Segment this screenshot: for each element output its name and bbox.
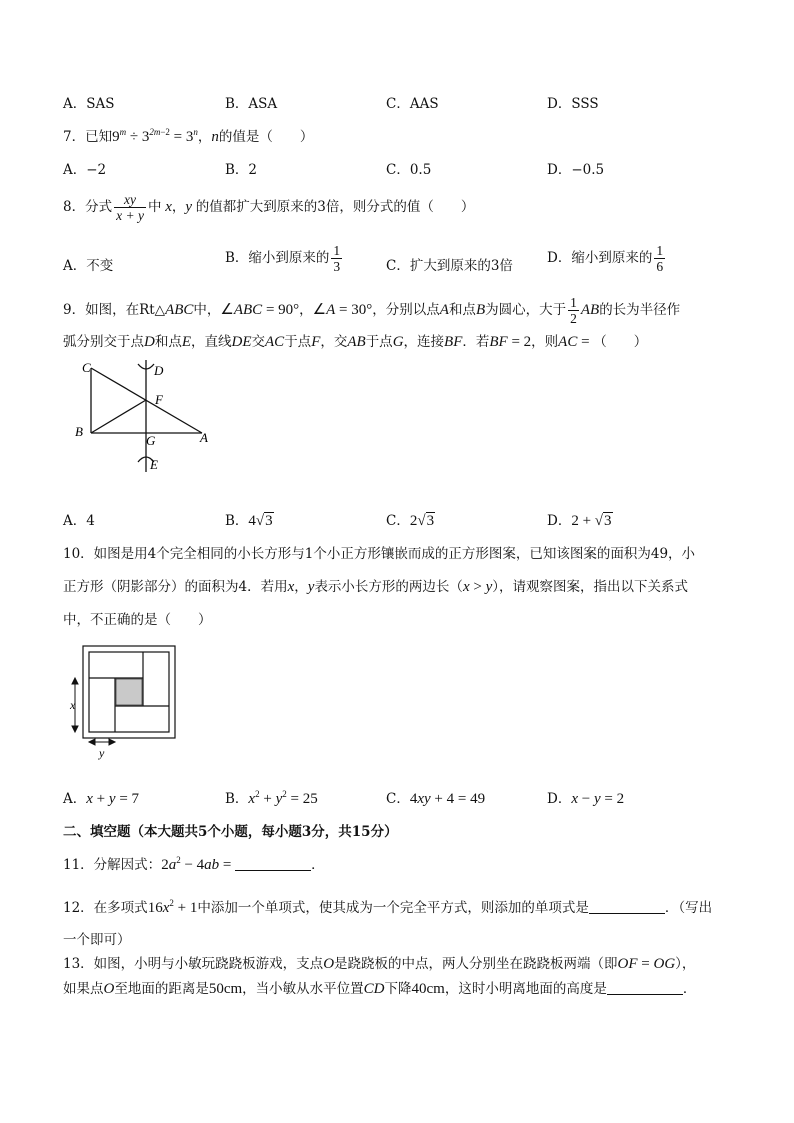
q12-answer-blank[interactable] xyxy=(589,899,665,914)
q9-option-c: C．2√3 xyxy=(386,513,435,529)
q8-option-c: C．扩大到原来的3倍 xyxy=(386,258,513,274)
label-c: C xyxy=(82,360,91,375)
q7-option-d: D．−0.5 xyxy=(547,162,605,178)
q7-option-c: C．0.5 xyxy=(386,162,432,178)
x-arrow-top xyxy=(72,678,78,684)
label-d: D xyxy=(154,363,164,378)
q9-option-b: B．4√3 xyxy=(225,513,273,529)
y-arrow-right xyxy=(109,739,115,745)
q12-line1: 12．在多项式$16x^2 + 1$中添加一个单项式，使其成为一个完全平方式，则添加的单项式是 ．（写出 xyxy=(63,898,713,916)
label-x: x xyxy=(70,698,76,712)
q13-answer-blank[interactable] xyxy=(607,980,683,995)
q10-figure xyxy=(66,643,182,761)
x-arrow-bottom xyxy=(72,726,78,732)
shaded-small-square xyxy=(116,679,142,705)
q10-line1: 10．如图是用4个完全相同的小长方形与1个小正方形镶嵌而成的正方形图案，已知该图案的面积为49，小 xyxy=(63,546,696,562)
q10-option-d: D．x − y = 2 xyxy=(547,791,625,807)
q10-line3: 中，不正确的是（ ） xyxy=(63,612,212,628)
section-2-title: 二、填空题（本大题共5个小题，每小题3分，共15分） xyxy=(63,824,398,840)
q9-option-d: D．2 + √3 xyxy=(547,513,612,529)
q11-stem: 11．分解因式：$2a^2 - 4ab$ = ． xyxy=(63,855,325,873)
q6-option-c: C．AAS xyxy=(386,96,439,112)
q9-option-a: A．4 xyxy=(63,513,95,529)
q6-option-a: A．SAS xyxy=(63,96,115,112)
q9-figure xyxy=(70,358,220,478)
q12-line2: 一个即可） xyxy=(63,932,131,948)
q10-option-a: A．x + y = 7 xyxy=(63,791,140,807)
q8-option-b: B．缩小到原来的 $\frac{1}{3}$ xyxy=(225,243,341,274)
q8-option-d: D．缩小到原来的 $\frac{1}{6}$ xyxy=(547,243,664,274)
q13-line2: 如果点O至地面的距离是50cm，当小敏从水平位置CD下降40cm，这时小明离地面的高度是 ． xyxy=(63,981,697,997)
label-f: F xyxy=(155,392,163,407)
q8-option-a: A．不变 xyxy=(63,258,114,274)
q11-answer-blank[interactable] xyxy=(235,856,311,871)
q10-line2: 正方形（阴影部分）的面积为4．若用x，y表示小长方形的两边长（x > y），请观察图案，指出以下关系式 xyxy=(63,579,688,595)
label-y: y xyxy=(99,746,105,760)
label-a: A xyxy=(200,430,208,445)
q13-line1: 13．如图，小明与小敏玩跷跷板游戏，支点O是跷跷板的中点，两人分别坐在跷跷板两端（即OF = OG）， xyxy=(63,956,696,972)
q7-option-a: A．−2 xyxy=(63,162,107,178)
q6-option-d: D．SSS xyxy=(547,96,599,112)
q9-line1: 9．如图，在Rt△ABC中，∠ABC = 90°，∠A = 30°，分别以点A和点B为圆心，大于 $\frac{1}{2}$ AB的长为半径作 xyxy=(63,295,681,326)
label-b: B xyxy=(75,424,83,439)
q9-line2: 弧分别交于点D和点E，直线DE交AC于点F，交AB于点G，连接BF．若BF = 2，则AC = （ ） xyxy=(63,334,648,350)
q7-option-b: B．2 xyxy=(225,162,258,178)
q7-stem: 7．已知$9^m \div 3^{2m-2} = 3^n$，n的值是（ ） xyxy=(63,127,314,145)
label-e: E xyxy=(150,457,158,472)
q10-option-c: C．4xy + 4 = 49 xyxy=(386,791,486,807)
q6-option-b: B．ASA xyxy=(225,96,278,112)
q8-stem: 8．分式 $\frac{xy}{x + y}$ 中 x，y 的值都扩大到原来的3倍，则分式的值（ ） xyxy=(63,192,475,223)
segment-bf xyxy=(91,400,146,433)
label-g: G xyxy=(146,433,156,448)
y-arrow-left xyxy=(89,739,95,745)
q10-option-b: B．$x^2 + y^2 = 25$ xyxy=(225,789,318,807)
